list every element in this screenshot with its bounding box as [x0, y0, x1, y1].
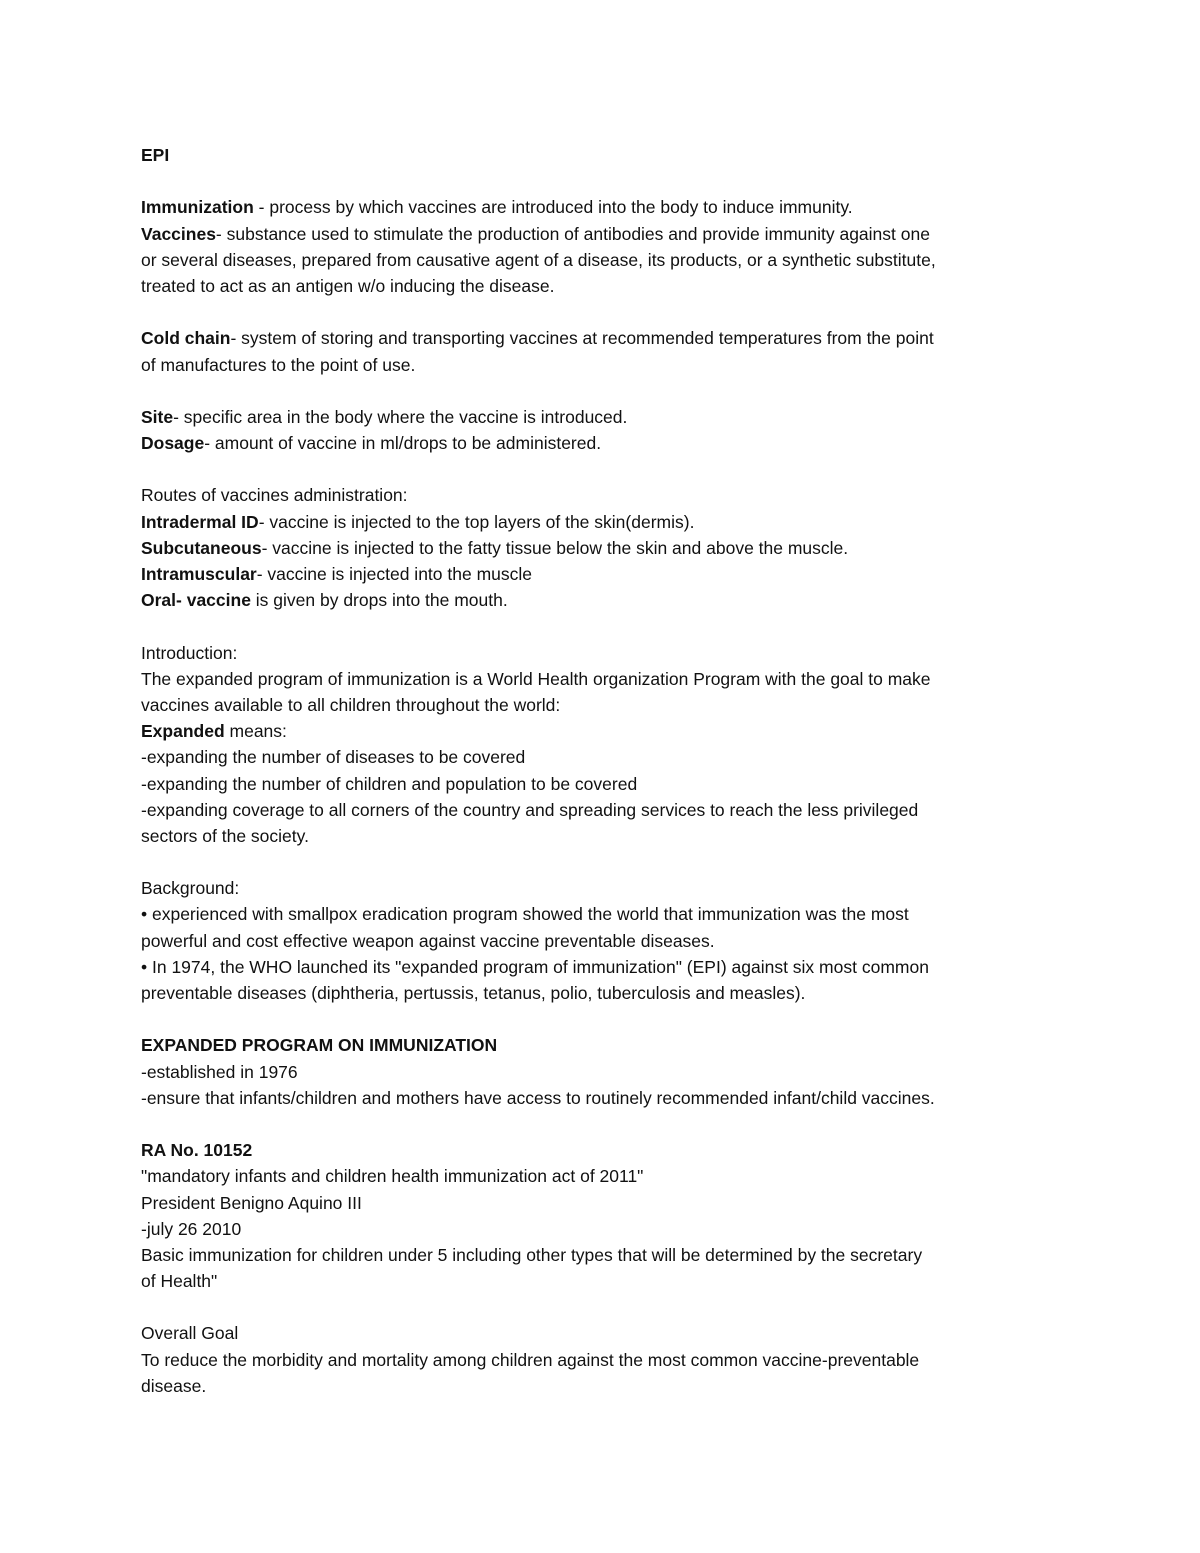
term-cold-chain: Cold chain [141, 328, 231, 349]
document-page [141, 142, 1071, 1399]
bullet-item: • experienced with smallpox eradication program showed the world that immunization was the most [141, 904, 909, 925]
goal-text: To reduce the morbidity and mortality among children against the most common vaccine-preventable [141, 1349, 920, 1370]
list-item: -expanding the number of children and population to be covered [141, 773, 638, 794]
spacer [141, 1294, 1071, 1320]
spacer [141, 299, 1071, 325]
ra-text: "mandatory infants and children health immunization act of 2011" [141, 1166, 644, 1187]
ra-text: President Benigno Aquino III [141, 1192, 362, 1213]
spacer [141, 378, 1071, 404]
expanded-text: means: [224, 721, 287, 742]
route-text: - vaccine is injected to the top layers of the skin(dermis). [258, 511, 695, 532]
definition-text: - system of storing and transporting vaccines at recommended temperatures from the point [230, 328, 934, 349]
term-oral: Oral- vaccine [141, 590, 251, 611]
bullet-item-cont: preventable diseases (diphtheria, pertussis, tetanus, polio, tuberculosis and measles). [141, 983, 806, 1003]
term-expanded: Expanded [141, 721, 225, 742]
epi-text: -ensure that infants/children and mothers have access to routinely recommended infant/child vaccines. [141, 1087, 935, 1108]
epi-text: -established in 1976 [141, 1061, 298, 1082]
ra-text: of Health" [141, 1271, 218, 1292]
ra-heading: RA No. 10152 [141, 1140, 253, 1161]
route-text: is given by drops into the mouth. [250, 590, 508, 611]
term-intramuscular: Intramuscular [141, 564, 257, 584]
definition-cold-chain-cont: of manufactures to the point of use. [141, 354, 416, 375]
bullet-item: • In 1974, the WHO launched its "expanded program of immunization" (EPI) against six most common [141, 956, 929, 977]
spacer [141, 456, 1071, 482]
definition-dosage [141, 430, 1071, 456]
term-vaccines: Vaccines [141, 223, 216, 244]
route-text: - vaccine is injected into the muscle [256, 564, 533, 584]
definition-text: - amount of vaccine in ml/drops to be administered. [204, 433, 602, 454]
spacer [141, 1006, 1071, 1032]
bullet-item-cont: powerful and cost effective weapon against vaccine preventable diseases. [141, 930, 715, 951]
routes-heading: Routes of vaccines administration: [141, 485, 408, 506]
epi-heading: EXPANDED PROGRAM ON IMMUNIZATION [141, 1035, 498, 1056]
term-intradermal: Intradermal ID [141, 511, 259, 532]
definition-text: - process by which vaccines are introduced into the body to induce immunity. [253, 197, 853, 218]
definition-text: - substance used to stimulate the production of antibodies and provide immunity against one [215, 223, 930, 244]
introduction-text: The expanded program of immunization is a World Health organization Program with the goal to make [141, 668, 931, 689]
goal-text: disease. [141, 1375, 207, 1396]
goal-heading: Overall Goal [141, 1323, 239, 1344]
definition-site [141, 404, 1071, 430]
route-subcutaneous [141, 535, 1071, 561]
introduction-text: vaccines available to all children throughout the world: [141, 694, 561, 715]
expanded-definition [141, 718, 1071, 744]
spacer [141, 849, 1071, 875]
spacer [141, 613, 1071, 639]
term-immunization: Immunization [141, 197, 254, 218]
spacer [141, 168, 1071, 194]
route-oral [141, 587, 1071, 613]
definition-vaccines-cont: treated to act as an antigen w/o inducing the disease. [141, 275, 555, 296]
route-intramuscular [141, 561, 1071, 587]
spacer [141, 1111, 1071, 1137]
route-text: - vaccine is injected to the fatty tissue below the skin and above the muscle. [261, 537, 849, 558]
definition-vaccines [141, 221, 1071, 247]
ra-text: Basic immunization for children under 5 including other types that will be determined by the secretary [141, 1244, 923, 1265]
list-item-cont: sectors of the society. [141, 825, 309, 846]
route-intradermal [141, 509, 1071, 535]
definition-cold-chain [141, 325, 1071, 351]
definition-immunization [141, 194, 1071, 220]
introduction-heading: Introduction: [141, 642, 238, 663]
background-heading: Background: [141, 878, 240, 899]
term-site: Site [141, 406, 174, 427]
list-item: -expanding the number of diseases to be covered [141, 747, 526, 768]
term-subcutaneous: Subcutaneous [141, 537, 262, 558]
term-dosage: Dosage [141, 433, 205, 454]
ra-text: -july 26 2010 [141, 1218, 242, 1239]
definition-vaccines-cont: or several diseases, prepared from causative agent of a disease, its products, or a synthetic substitute, [141, 249, 936, 270]
list-item: -expanding coverage to all corners of the country and spreading services to reach the less privileged [141, 799, 919, 820]
definition-text: - specific area in the body where the vaccine is introduced. [173, 406, 628, 427]
document-title: EPI [141, 145, 170, 165]
